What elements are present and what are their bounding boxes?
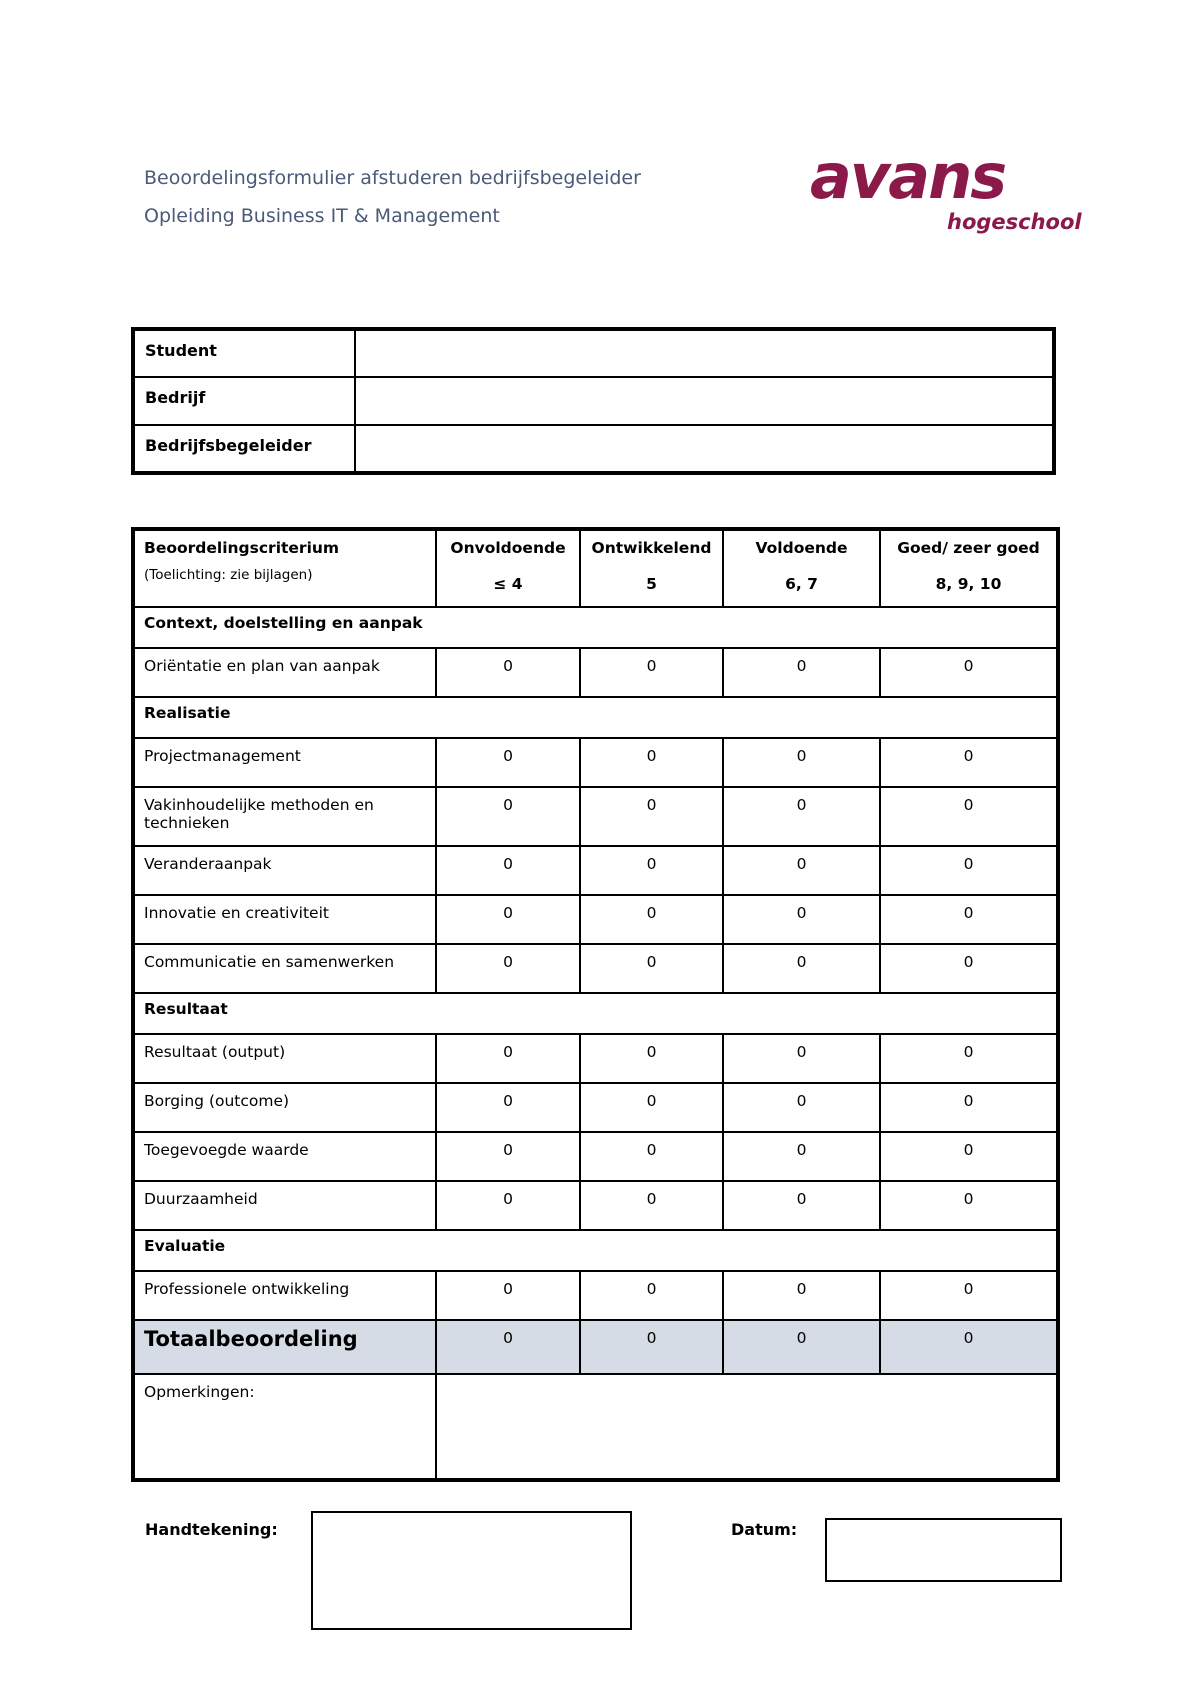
criterion-label: Toegevoegde waarde — [133, 1132, 436, 1181]
score-cell[interactable]: 0 — [580, 895, 723, 944]
score-cell[interactable]: 0 — [880, 738, 1058, 787]
student-field[interactable] — [355, 329, 1054, 377]
begeleider-label: Bedrijfsbegeleider — [133, 425, 355, 473]
score-cell[interactable]: 0 — [723, 846, 880, 895]
section-row — [133, 993, 1058, 1034]
score-cell[interactable]: 0 — [723, 1083, 880, 1132]
score-cell[interactable]: 0 — [880, 1132, 1058, 1181]
score-cell[interactable]: 0 — [436, 895, 580, 944]
criterion-label: Duurzaamheid — [133, 1181, 436, 1230]
score-cell[interactable]: 0 — [723, 738, 880, 787]
score-cell[interactable]: 0 — [723, 648, 880, 697]
signature-label: Handtekening: — [145, 1520, 278, 1539]
criterion-row — [133, 846, 1058, 895]
score-cell[interactable]: 0 — [723, 895, 880, 944]
criterion-header: Beoordelingscriterium — [144, 539, 340, 557]
score-cell[interactable]: 0 — [880, 787, 1058, 846]
score-cell[interactable]: 0 — [436, 738, 580, 787]
column-header-goed — [880, 529, 1058, 607]
criterion-label: Borging (outcome) — [133, 1083, 436, 1132]
column-range: ≤ 4 — [493, 575, 523, 593]
column-header-onvoldoende — [436, 529, 580, 607]
student-label: Student — [133, 329, 355, 377]
score-cell[interactable]: 0 — [880, 944, 1058, 993]
grading-header-row — [133, 529, 1058, 607]
section-title: Realisatie — [133, 697, 1058, 738]
bedrijf-field[interactable] — [355, 377, 1054, 425]
score-cell[interactable]: 0 — [580, 648, 723, 697]
column-header-ontwikkelend — [580, 529, 723, 607]
score-cell[interactable]: 0 — [580, 944, 723, 993]
form-title: Beoordelingsformulier afstuderen bedrijfsbegeleider — [144, 167, 641, 189]
section-title: Context, doelstelling en aanpak — [133, 607, 1058, 648]
avans-logo — [810, 140, 1082, 244]
score-cell[interactable]: 0 — [723, 944, 880, 993]
begeleider-field[interactable] — [355, 425, 1054, 473]
score-cell[interactable]: 0 — [880, 1271, 1058, 1320]
criterion-row — [133, 738, 1058, 787]
total-row — [133, 1320, 1058, 1374]
criterion-label: Veranderaanpak — [133, 846, 436, 895]
criterion-label: Projectmanagement — [133, 738, 436, 787]
bedrijf-label: Bedrijf — [133, 377, 355, 425]
criterion-row — [133, 1271, 1058, 1320]
score-cell[interactable]: 0 — [436, 787, 580, 846]
criterion-header-cell — [133, 529, 436, 607]
criterion-note: (Toelichting: zie bijlagen) — [144, 567, 313, 583]
score-cell[interactable]: 0 — [436, 1132, 580, 1181]
column-range: 5 — [646, 575, 657, 593]
score-cell[interactable]: 0 — [436, 1034, 580, 1083]
criterion-row — [133, 1132, 1058, 1181]
score-cell[interactable]: 0 — [723, 1034, 880, 1083]
score-cell[interactable]: 0 — [880, 648, 1058, 697]
remarks-field[interactable] — [436, 1374, 1058, 1480]
criterion-label: Oriëntatie en plan van aanpak — [133, 648, 436, 697]
score-cell[interactable]: 0 — [723, 1132, 880, 1181]
score-cell[interactable]: 0 — [880, 1181, 1058, 1230]
score-cell[interactable]: 0 — [580, 846, 723, 895]
criterion-row — [133, 648, 1058, 697]
section-title: Resultaat — [133, 993, 1058, 1034]
info-table — [131, 327, 1056, 475]
column-title: Voldoende — [755, 539, 848, 557]
criterion-label: Professionele ontwikkeling — [133, 1271, 436, 1320]
total-score-cell: 0 — [880, 1320, 1058, 1374]
criterion-label: Resultaat (output) — [133, 1034, 436, 1083]
score-cell[interactable]: 0 — [580, 1132, 723, 1181]
criterion-row — [133, 1034, 1058, 1083]
date-field[interactable] — [825, 1518, 1062, 1582]
score-cell[interactable]: 0 — [580, 1271, 723, 1320]
criterion-label: Vakinhoudelijke methoden en technieken — [133, 787, 436, 846]
score-cell[interactable]: 0 — [436, 846, 580, 895]
score-cell[interactable]: 0 — [580, 787, 723, 846]
column-range: 8, 9, 10 — [935, 575, 1002, 593]
criterion-label: Communicatie en samenwerken — [133, 944, 436, 993]
date-label: Datum: — [731, 1520, 798, 1539]
score-cell[interactable]: 0 — [436, 648, 580, 697]
remarks-row — [133, 1374, 1058, 1480]
section-title: Evaluatie — [133, 1230, 1058, 1271]
column-title: Onvoldoende — [450, 539, 566, 557]
score-cell[interactable]: 0 — [436, 944, 580, 993]
total-score-cell: 0 — [580, 1320, 723, 1374]
score-cell[interactable]: 0 — [723, 787, 880, 846]
column-range: 6, 7 — [785, 575, 818, 593]
criterion-row — [133, 1181, 1058, 1230]
criterion-row — [133, 787, 1058, 846]
section-row — [133, 697, 1058, 738]
score-cell[interactable]: 0 — [580, 738, 723, 787]
column-title: Ontwikkelend — [591, 539, 712, 557]
criterion-label: Innovatie en creativiteit — [133, 895, 436, 944]
criterion-row — [133, 1083, 1058, 1132]
score-cell[interactable]: 0 — [436, 1181, 580, 1230]
signature-field[interactable] — [311, 1511, 632, 1630]
score-cell[interactable]: 0 — [723, 1181, 880, 1230]
total-score-cell: 0 — [436, 1320, 580, 1374]
score-cell[interactable]: 0 — [436, 1271, 580, 1320]
total-score-cell: 0 — [723, 1320, 880, 1374]
logo-wordmark: avans — [810, 140, 1006, 213]
score-cell[interactable]: 0 — [880, 895, 1058, 944]
score-cell[interactable]: 0 — [436, 1083, 580, 1132]
remarks-label: Opmerkingen: — [133, 1374, 436, 1480]
column-title: Goed/ zeer goed — [897, 539, 1040, 557]
criterion-row — [133, 944, 1058, 993]
score-cell[interactable]: 0 — [723, 1271, 880, 1320]
criterion-row — [133, 895, 1058, 944]
section-row — [133, 1230, 1058, 1271]
logo-subtext: hogeschool — [947, 210, 1082, 234]
score-cell[interactable]: 0 — [880, 1034, 1058, 1083]
form-subtitle: Opleiding Business IT & Management — [144, 205, 500, 227]
section-row — [133, 607, 1058, 648]
grading-body — [133, 529, 1058, 1480]
grading-table — [131, 527, 1060, 1482]
score-cell[interactable]: 0 — [880, 1083, 1058, 1132]
score-cell[interactable]: 0 — [880, 846, 1058, 895]
score-cell[interactable]: 0 — [580, 1034, 723, 1083]
column-header-voldoende — [723, 529, 880, 607]
score-cell[interactable]: 0 — [580, 1181, 723, 1230]
total-label: Totaalbeoordeling — [133, 1320, 436, 1374]
score-cell[interactable]: 0 — [580, 1083, 723, 1132]
